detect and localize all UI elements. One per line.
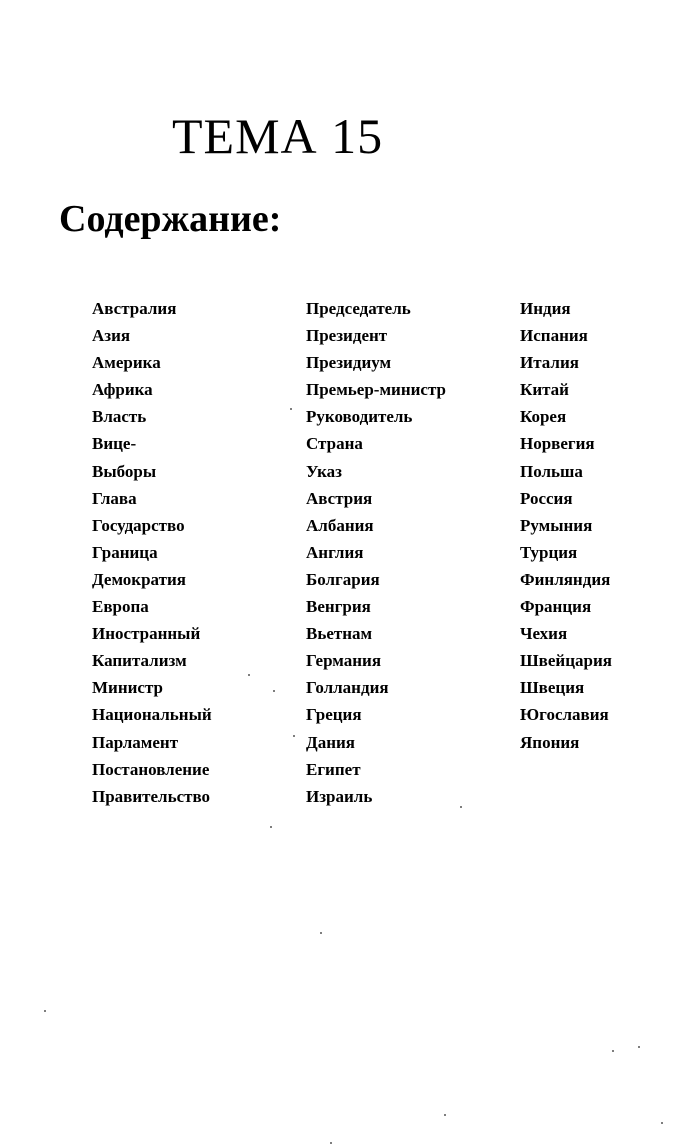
list-item: Национальный [92, 705, 212, 725]
list-item: Китай [520, 380, 569, 400]
scan-speck [270, 826, 272, 828]
scan-speck [273, 690, 275, 692]
list-item: Швеция [520, 678, 585, 698]
list-item: Югославия [520, 705, 609, 725]
list-item: Румыния [520, 515, 593, 535]
list-item: Индия [520, 299, 571, 318]
list-item: Президент [306, 326, 388, 346]
scan-speck [638, 1046, 640, 1048]
word-column-3 [520, 295, 612, 756]
list-item: Россия [520, 488, 573, 508]
list-item: Япония [520, 732, 580, 752]
scan-speck [612, 1050, 614, 1052]
list-item: Капитализм [92, 651, 187, 671]
list-item: Чехия [520, 624, 568, 644]
list-item: Австрия [306, 488, 373, 508]
list-item: Египет [306, 759, 361, 779]
list-item: Корея [520, 407, 567, 427]
list-item: Европа [92, 597, 149, 617]
list-item: Франция [520, 597, 592, 617]
list-item: Израиль [306, 786, 373, 806]
scan-speck [320, 932, 322, 934]
scan-speck [444, 1114, 446, 1116]
list-item: Выборы [92, 461, 157, 481]
scan-speck [460, 806, 462, 808]
list-item: Демократия [92, 569, 186, 589]
scan-speck [248, 674, 250, 676]
list-item: Финляндия [520, 569, 611, 589]
list-item: Министр [92, 678, 163, 698]
page-title: ТЕМА 15 [172, 108, 384, 164]
list-item: Болгария [306, 569, 380, 589]
list-item: Америка [92, 353, 161, 373]
list-item: Турция [520, 542, 578, 562]
scan-speck [293, 735, 295, 737]
scan-speck [661, 1122, 663, 1124]
list-item: Парламент [92, 732, 179, 752]
scan-speck [290, 408, 292, 410]
list-item: Иностранный [92, 624, 201, 644]
list-item: Глава [92, 488, 137, 508]
list-item: Государство [92, 515, 185, 535]
list-item: Греция [306, 705, 362, 725]
list-item: Председатель [306, 299, 411, 318]
word-column-1 [92, 295, 212, 810]
list-item: Руководитель [306, 407, 413, 427]
list-item: Норвегия [520, 434, 595, 454]
list-item: Англия [306, 542, 364, 562]
list-item: Вице- [92, 434, 137, 454]
list-item: Премьер-министр [306, 380, 446, 400]
list-item: Правительство [92, 786, 211, 806]
list-item: Испания [520, 326, 588, 346]
list-item: Италия [520, 353, 579, 373]
list-item: Швейцария [520, 651, 612, 671]
list-item: Дания [306, 732, 355, 752]
list-item: Голландия [306, 678, 389, 698]
contents-heading: Содержание: [59, 198, 282, 240]
list-item: Венгрия [306, 597, 371, 617]
word-column-2 [306, 295, 446, 810]
list-item: Власть [92, 407, 147, 427]
list-item: Постановление [92, 759, 210, 779]
scan-speck [44, 1010, 46, 1012]
scan-speck [330, 1142, 332, 1144]
list-item: Австралия [92, 299, 177, 318]
list-item: Германия [306, 651, 382, 671]
list-item: Граница [92, 542, 158, 562]
list-item: Польша [520, 461, 583, 481]
list-item: Азия [92, 326, 131, 346]
list-item: Страна [306, 434, 363, 454]
list-item: Албания [306, 515, 374, 535]
list-item: Африка [92, 380, 153, 400]
list-item: Указ [306, 461, 342, 481]
list-item: Президиум [306, 353, 392, 373]
list-item: Вьетнам [306, 624, 373, 644]
